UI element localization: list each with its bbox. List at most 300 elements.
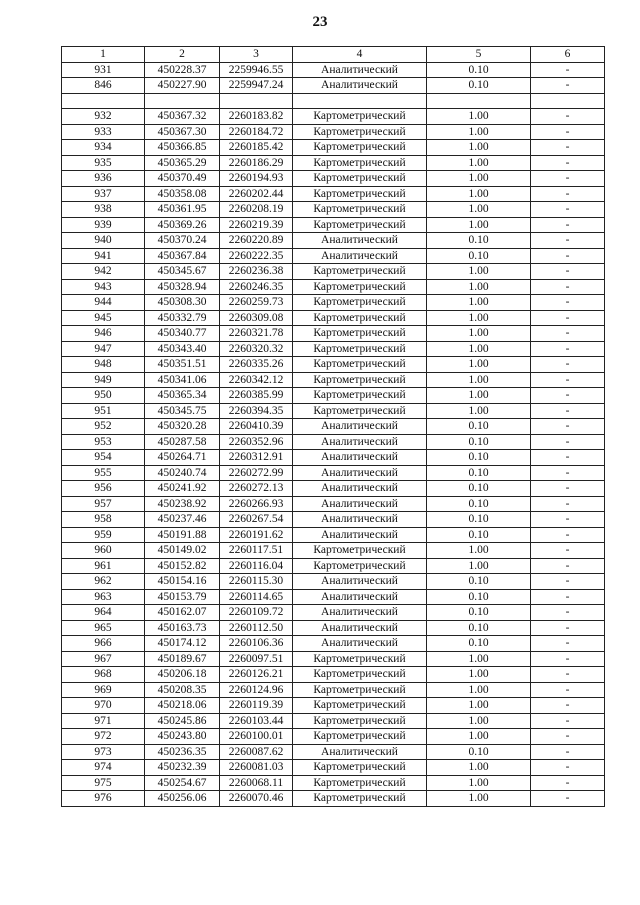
method-cell: Аналитический [293,744,427,760]
method-cell: Картометрический [293,326,427,342]
x-coordinate-cell: 450358.08 [145,186,220,202]
point-number-cell: 946 [62,326,145,342]
point-number-cell: 934 [62,140,145,156]
method-cell: Аналитический [293,574,427,590]
table-row [62,434,605,450]
table-row [62,667,605,683]
x-coordinate-cell: 450232.39 [145,760,220,776]
accuracy-cell: 1.00 [427,186,531,202]
method-cell: Картометрический [293,760,427,776]
accuracy-cell: 1.00 [427,682,531,698]
accuracy-cell: 1.00 [427,171,531,187]
note-cell: - [531,217,605,233]
accuracy-cell: 1.00 [427,264,531,280]
note-cell: - [531,698,605,714]
accuracy-cell: 1.00 [427,357,531,373]
note-cell: - [531,310,605,326]
note-cell: - [531,589,605,605]
accuracy-cell: 1.00 [427,155,531,171]
x-coordinate-cell: 450320.28 [145,419,220,435]
accuracy-cell: 0.10 [427,434,531,450]
y-coordinate-cell: 2260081.03 [220,760,293,776]
point-number-cell: 961 [62,558,145,574]
x-coordinate-cell: 450208.35 [145,682,220,698]
note-cell: - [531,279,605,295]
method-cell: Картометрический [293,171,427,187]
table-row [62,481,605,497]
method-cell: Аналитический [293,248,427,264]
table-row [62,155,605,171]
accuracy-cell: 1.00 [427,698,531,714]
accuracy-cell: 1.00 [427,667,531,683]
y-coordinate-cell: 2260267.54 [220,512,293,528]
x-coordinate-cell: 450287.58 [145,434,220,450]
note-cell: - [531,434,605,450]
accuracy-cell: 1.00 [427,775,531,791]
note-cell: - [531,543,605,559]
accuracy-cell: 0.10 [427,496,531,512]
method-cell: Аналитический [293,78,427,94]
y-coordinate-cell: 2260119.39 [220,698,293,714]
note-cell: - [531,729,605,745]
accuracy-cell: 0.10 [427,744,531,760]
accuracy-cell: 1.00 [427,372,531,388]
point-number-cell: 956 [62,481,145,497]
y-coordinate-cell: 2260342.12 [220,372,293,388]
y-coordinate-cell: 2260184.72 [220,124,293,140]
table-header-row [62,47,605,63]
accuracy-cell: 1.00 [427,558,531,574]
y-coordinate-cell: 2260219.39 [220,217,293,233]
table-row [62,698,605,714]
x-coordinate-cell: 450256.06 [145,791,220,807]
accuracy-cell: 1.00 [427,729,531,745]
table-row [62,62,605,78]
y-coordinate-cell: 2260100.01 [220,729,293,745]
point-number-cell: 975 [62,775,145,791]
accuracy-cell: 0.10 [427,620,531,636]
table-row [62,372,605,388]
y-coordinate-cell: 2260246.35 [220,279,293,295]
table-row [62,713,605,729]
method-cell: Картометрический [293,109,427,125]
note-cell: - [531,512,605,528]
x-coordinate-cell: 450264.71 [145,450,220,466]
method-cell: Аналитический [293,620,427,636]
x-coordinate-cell: 450369.26 [145,217,220,233]
note-cell: - [531,775,605,791]
x-coordinate-cell: 450345.75 [145,403,220,419]
accuracy-cell: 0.10 [427,248,531,264]
table-row [62,589,605,605]
x-coordinate-cell: 450328.94 [145,279,220,295]
x-coordinate-cell: 450228.37 [145,62,220,78]
method-cell: Аналитический [293,589,427,605]
y-coordinate-cell: 2260124.96 [220,682,293,698]
point-number-cell: 955 [62,465,145,481]
method-cell: Аналитический [293,419,427,435]
method-cell: Аналитический [293,512,427,528]
y-coordinate-cell: 2260222.35 [220,248,293,264]
x-coordinate-cell: 450189.67 [145,651,220,667]
table-row [62,78,605,94]
y-coordinate-cell: 2260186.29 [220,155,293,171]
table-row [62,248,605,264]
page-number: 23 [312,14,328,30]
accuracy-cell: 0.10 [427,450,531,466]
y-coordinate-cell [220,93,293,109]
note-cell: - [531,388,605,404]
note-cell: - [531,372,605,388]
accuracy-cell: 0.10 [427,527,531,543]
point-number-cell: 972 [62,729,145,745]
point-number-cell: 959 [62,527,145,543]
note-cell: - [531,496,605,512]
x-coordinate-cell: 450191.88 [145,527,220,543]
note-cell: - [531,233,605,249]
table-row [62,682,605,698]
x-coordinate-cell: 450343.40 [145,341,220,357]
method-cell: Картометрический [293,140,427,156]
y-coordinate-cell: 2260266.93 [220,496,293,512]
note-cell: - [531,791,605,807]
method-cell: Картометрический [293,124,427,140]
y-coordinate-cell: 2259947.24 [220,78,293,94]
column-header-3: 3 [220,47,293,63]
accuracy-cell: 0.10 [427,481,531,497]
y-coordinate-cell: 2260114.65 [220,589,293,605]
x-coordinate-cell: 450254.67 [145,775,220,791]
x-coordinate-cell: 450162.07 [145,605,220,621]
note-cell: - [531,78,605,94]
method-cell: Картометрический [293,543,427,559]
table-row [62,341,605,357]
table-row [62,760,605,776]
table-row [62,636,605,652]
y-coordinate-cell: 2260352.96 [220,434,293,450]
accuracy-cell [427,93,531,109]
method-cell: Картометрический [293,651,427,667]
point-number-cell: 942 [62,264,145,280]
y-coordinate-cell: 2260321.78 [220,326,293,342]
accuracy-cell: 1.00 [427,217,531,233]
point-number-cell: 976 [62,791,145,807]
point-number-cell: 931 [62,62,145,78]
method-cell: Картометрический [293,357,427,373]
table-row [62,279,605,295]
point-number-cell: 950 [62,388,145,404]
method-cell: Картометрический [293,295,427,311]
table-row [62,264,605,280]
x-coordinate-cell: 450243.80 [145,729,220,745]
table-row [62,744,605,760]
x-coordinate-cell: 450163.73 [145,620,220,636]
accuracy-cell: 1.00 [427,543,531,559]
x-coordinate-cell: 450206.18 [145,667,220,683]
y-coordinate-cell: 2260272.13 [220,481,293,497]
method-cell: Картометрический [293,791,427,807]
x-coordinate-cell: 450241.92 [145,481,220,497]
point-number-cell: 967 [62,651,145,667]
accuracy-cell: 0.10 [427,78,531,94]
table-row [62,186,605,202]
method-cell: Картометрический [293,698,427,714]
method-cell: Картометрический [293,155,427,171]
x-coordinate-cell: 450367.30 [145,124,220,140]
table-row [62,217,605,233]
y-coordinate-cell: 2260191.62 [220,527,293,543]
note-cell: - [531,574,605,590]
x-coordinate-cell: 450365.34 [145,388,220,404]
y-coordinate-cell: 2260236.38 [220,264,293,280]
accuracy-cell: 1.00 [427,403,531,419]
y-coordinate-cell: 2260106.36 [220,636,293,652]
method-cell: Картометрический [293,388,427,404]
point-number-cell: 936 [62,171,145,187]
x-coordinate-cell: 450149.02 [145,543,220,559]
y-coordinate-cell: 2260208.19 [220,202,293,218]
point-number-cell: 962 [62,574,145,590]
x-coordinate-cell: 450153.79 [145,589,220,605]
method-cell: Картометрический [293,341,427,357]
point-number-cell: 960 [62,543,145,559]
table-row [62,295,605,311]
x-coordinate-cell: 450218.06 [145,698,220,714]
point-number-cell: 957 [62,496,145,512]
y-coordinate-cell: 2260394.35 [220,403,293,419]
y-coordinate-cell: 2260109.72 [220,605,293,621]
point-number-cell: 969 [62,682,145,698]
point-number-cell: 974 [62,760,145,776]
table-row [62,450,605,466]
y-coordinate-cell: 2260103.44 [220,713,293,729]
note-cell: - [531,558,605,574]
note-cell: - [531,140,605,156]
method-cell: Картометрический [293,713,427,729]
y-coordinate-cell: 2260112.50 [220,620,293,636]
note-cell [531,93,605,109]
point-number-cell: 939 [62,217,145,233]
x-coordinate-cell [145,93,220,109]
table-row [62,512,605,528]
method-cell: Картометрический [293,264,427,280]
table-row [62,233,605,249]
table-row [62,775,605,791]
accuracy-cell: 1.00 [427,760,531,776]
method-cell: Картометрический [293,558,427,574]
note-cell: - [531,651,605,667]
note-cell: - [531,171,605,187]
column-header-1: 1 [62,47,145,63]
point-number-cell: 953 [62,434,145,450]
method-cell: Картометрический [293,217,427,233]
x-coordinate-cell: 450367.32 [145,109,220,125]
method-cell: Картометрический [293,202,427,218]
y-coordinate-cell: 2260070.46 [220,791,293,807]
method-cell: Аналитический [293,527,427,543]
table-row [62,403,605,419]
point-number-cell [62,93,145,109]
table-row [62,791,605,807]
point-number-cell: 945 [62,310,145,326]
note-cell: - [531,744,605,760]
y-coordinate-cell: 2260115.30 [220,574,293,590]
x-coordinate-cell: 450237.46 [145,512,220,528]
point-number-cell: 948 [62,357,145,373]
accuracy-cell: 1.00 [427,651,531,667]
y-coordinate-cell: 2260335.26 [220,357,293,373]
x-coordinate-cell: 450236.35 [145,744,220,760]
table-row [62,465,605,481]
accuracy-cell: 1.00 [427,124,531,140]
note-cell: - [531,713,605,729]
x-coordinate-cell: 450361.95 [145,202,220,218]
table-row [62,326,605,342]
x-coordinate-cell: 450238.92 [145,496,220,512]
table-row [62,527,605,543]
note-cell: - [531,109,605,125]
column-header-5: 5 [427,47,531,63]
note-cell: - [531,605,605,621]
note-cell: - [531,357,605,373]
x-coordinate-cell: 450240.74 [145,465,220,481]
table-row [62,171,605,187]
table-row [62,605,605,621]
point-number-cell: 933 [62,124,145,140]
accuracy-cell: 0.10 [427,419,531,435]
y-coordinate-cell: 2260117.51 [220,543,293,559]
column-header-2: 2 [145,47,220,63]
y-coordinate-cell: 2259946.55 [220,62,293,78]
point-number-cell: 846 [62,78,145,94]
note-cell: - [531,636,605,652]
accuracy-cell: 0.10 [427,574,531,590]
note-cell: - [531,450,605,466]
coordinates-table [61,46,605,807]
method-cell: Картометрический [293,682,427,698]
y-coordinate-cell: 2260259.73 [220,295,293,311]
accuracy-cell: 0.10 [427,589,531,605]
point-number-cell: 965 [62,620,145,636]
x-coordinate-cell: 450332.79 [145,310,220,326]
table-row [62,419,605,435]
method-cell: Картометрический [293,729,427,745]
x-coordinate-cell: 450245.86 [145,713,220,729]
note-cell: - [531,465,605,481]
method-cell: Картометрический [293,310,427,326]
accuracy-cell: 1.00 [427,388,531,404]
y-coordinate-cell: 2260087.62 [220,744,293,760]
note-cell: - [531,419,605,435]
point-number-cell: 954 [62,450,145,466]
method-cell: Картометрический [293,403,427,419]
note-cell: - [531,186,605,202]
x-coordinate-cell: 450308.30 [145,295,220,311]
point-number-cell: 937 [62,186,145,202]
table-row [62,357,605,373]
y-coordinate-cell: 2260410.39 [220,419,293,435]
point-number-cell: 943 [62,279,145,295]
point-number-cell: 940 [62,233,145,249]
method-cell: Аналитический [293,496,427,512]
table-row [62,388,605,404]
x-coordinate-cell: 450370.24 [145,233,220,249]
point-number-cell: 970 [62,698,145,714]
point-number-cell: 932 [62,109,145,125]
table-row [62,620,605,636]
y-coordinate-cell: 2260185.42 [220,140,293,156]
note-cell: - [531,124,605,140]
note-cell: - [531,620,605,636]
point-number-cell: 971 [62,713,145,729]
accuracy-cell: 1.00 [427,202,531,218]
column-header-4: 4 [293,47,427,63]
point-number-cell: 966 [62,636,145,652]
accuracy-cell: 1.00 [427,310,531,326]
accuracy-cell: 1.00 [427,791,531,807]
method-cell: Картометрический [293,667,427,683]
point-number-cell: 963 [62,589,145,605]
accuracy-cell: 1.00 [427,279,531,295]
y-coordinate-cell: 2260202.44 [220,186,293,202]
x-coordinate-cell: 450154.16 [145,574,220,590]
accuracy-cell: 1.00 [427,341,531,357]
table-row [62,202,605,218]
x-coordinate-cell: 450370.49 [145,171,220,187]
y-coordinate-cell: 2260116.04 [220,558,293,574]
column-header-6: 6 [531,47,605,63]
accuracy-cell: 1.00 [427,326,531,342]
accuracy-cell: 0.10 [427,512,531,528]
method-cell: Аналитический [293,62,427,78]
method-cell: Картометрический [293,372,427,388]
point-number-cell: 973 [62,744,145,760]
point-number-cell: 935 [62,155,145,171]
accuracy-cell: 0.10 [427,233,531,249]
y-coordinate-cell: 2260194.93 [220,171,293,187]
point-number-cell: 958 [62,512,145,528]
table-row [62,651,605,667]
x-coordinate-cell: 450340.77 [145,326,220,342]
note-cell: - [531,667,605,683]
accuracy-cell: 0.10 [427,636,531,652]
method-cell: Аналитический [293,434,427,450]
x-coordinate-cell: 450367.84 [145,248,220,264]
y-coordinate-cell: 2260097.51 [220,651,293,667]
x-coordinate-cell: 450174.12 [145,636,220,652]
accuracy-cell: 1.00 [427,109,531,125]
accuracy-cell: 0.10 [427,605,531,621]
point-number-cell: 968 [62,667,145,683]
point-number-cell: 964 [62,605,145,621]
method-cell: Аналитический [293,465,427,481]
accuracy-cell: 0.10 [427,465,531,481]
note-cell: - [531,527,605,543]
y-coordinate-cell: 2260220.89 [220,233,293,249]
table-row [62,543,605,559]
note-cell: - [531,760,605,776]
table-row [62,729,605,745]
y-coordinate-cell: 2260272.99 [220,465,293,481]
table-row [62,574,605,590]
note-cell: - [531,682,605,698]
point-number-cell: 951 [62,403,145,419]
table-row [62,93,605,109]
point-number-cell: 949 [62,372,145,388]
method-cell: Аналитический [293,481,427,497]
note-cell: - [531,62,605,78]
point-number-cell: 952 [62,419,145,435]
